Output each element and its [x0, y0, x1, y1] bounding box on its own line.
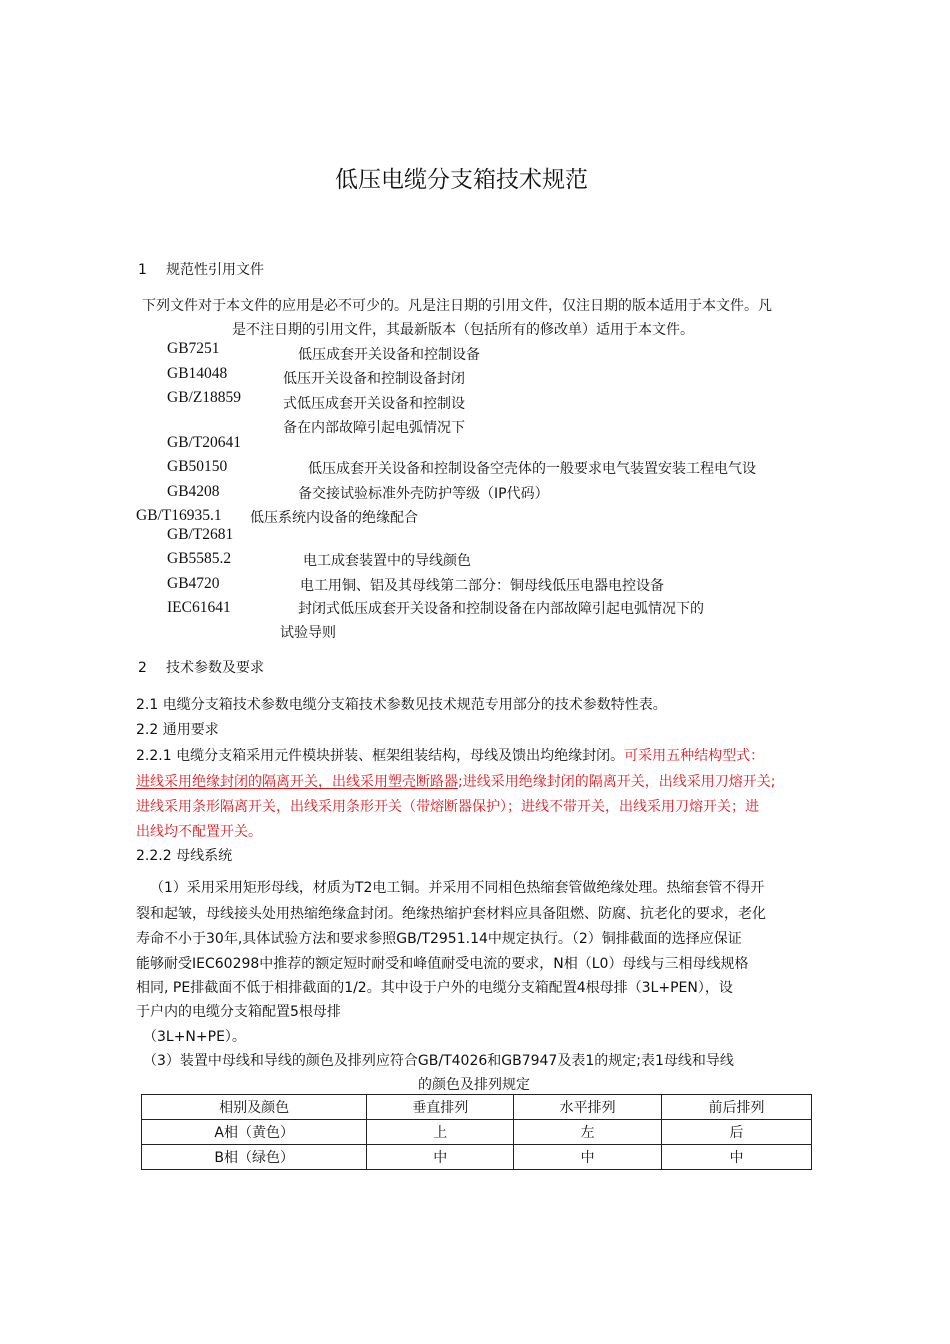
structure-type-2: ;进线采用绝缘封闭的隔离开关，出线采用刀熔开关; — [458, 774, 776, 790]
ref-desc: 式低压成套开关设备和控制设 — [283, 396, 465, 412]
table-cell: 后 — [662, 1120, 812, 1145]
structure-types-lead: 可采用五种结构型式： — [624, 748, 765, 764]
table-header-cell: 水平排列 — [514, 1095, 662, 1120]
table-row — [142, 1120, 812, 1145]
ref-code: GB14048 — [167, 365, 228, 382]
ref-code: GB/T20641 — [167, 434, 242, 451]
busbar-para-line: （1）采用采用矩形母线，材质为T2电工铜。并采用不同相色热缩套管做绝缘处理。热缩套管不得开 — [150, 880, 765, 896]
ref-desc: 低压开关设备和控制设备封闭 — [283, 371, 465, 387]
ref-desc: 备交接试验标准外壳防护等级（IP代码） — [298, 486, 549, 502]
clause-2-2-1-line-2 — [136, 773, 775, 791]
ref-code: GB5585.2 — [167, 550, 232, 567]
ref-desc: 低压成套开关设备和控制设备空壳体的一般要求电气装置安装工程电气设 — [308, 461, 756, 477]
busbar-para-line: （3L+N+PE）。 — [143, 1029, 246, 1045]
ref-desc: 试验导则 — [280, 625, 336, 641]
color-rule-line-1: （3）装置中母线和导线的颜色及排列应符合GB/T4026和GB7947及表1的规定;表1母线和导线 — [143, 1053, 734, 1069]
intro-line-2: 是不注日期的引用文件，其最新版本（包括所有的修改单）适用于本文件。 — [232, 322, 694, 338]
busbar-para-line: 相同, PE排截面不低于相排截面的1/2。其中设于户外的电缆分支箱配置4根母排（3L+PEN），设 — [136, 980, 733, 996]
ref-desc: 低压成套开关设备和控制设备 — [298, 347, 480, 363]
structure-type-1: 进线采用绝缘封闭的隔离开关，出线采用塑壳断路器 — [136, 774, 458, 790]
ref-code: GB4208 — [167, 483, 220, 500]
ref-code: GB50150 — [167, 458, 228, 475]
table-cell: 中 — [367, 1145, 514, 1170]
table-cell: 上 — [367, 1120, 514, 1145]
section-2-title: 技术参数及要求 — [166, 660, 264, 676]
ref-code: GB/T16935.1 — [136, 507, 222, 524]
ref-desc: 电工用铜、铝及其母线第二部分：铜母线低压电器电控设备 — [300, 578, 664, 594]
intro-line-1: 下列文件对于本文件的应用是必不可少的。凡是注日期的引用文件，仅注日期的版本适用于本文件。凡 — [142, 298, 772, 314]
table-cell: 左 — [514, 1120, 662, 1145]
clause-2-2-1-line-1 — [136, 747, 764, 765]
section-2-number: 2 — [138, 660, 147, 676]
clause-2-2-1-text: 2.2.1 电缆分支箱采用元件模块拼装、框架组装结构，母线及馈出均绝缘封闭。 — [136, 748, 625, 764]
clause-2-2: 2.2 通用要求 — [136, 722, 219, 738]
table-header-cell: 前后排列 — [662, 1095, 812, 1120]
clause-2-2-1-line-4: 出线均不配置开关。 — [136, 824, 262, 840]
table-cell: 中 — [514, 1145, 662, 1170]
table-cell: A相（黄色） — [142, 1120, 367, 1145]
document-title: 低压电缆分支箱技术规范 — [335, 167, 588, 193]
table-cell: 中 — [662, 1145, 812, 1170]
clause-2-1: 2.1 电缆分支箱技术参数电缆分支箱技术参数见技术规范专用部分的技术参数特性表。 — [136, 697, 667, 713]
table-header-row — [142, 1095, 812, 1120]
busbar-para-line: 于户内的电缆分支箱配置5根母排 — [136, 1004, 341, 1020]
clause-2-2-1-line-3: 进线采用条形隔离开关，出线采用条形开关（带熔断器保护）；进线不带开关，出线采用刀熔开关；进 — [136, 799, 759, 815]
section-1-title: 规范性引用文件 — [166, 262, 264, 278]
ref-code: IEC61641 — [167, 599, 231, 616]
busbar-para-line: 能够耐受IEC60298中推荐的额定短时耐受和峰值耐受电流的要求，N相（L0）母线与三相母线规格 — [136, 956, 749, 972]
table-header-cell: 垂直排列 — [367, 1095, 514, 1120]
ref-code: GB4720 — [167, 575, 220, 592]
table-cell: B相（绿色） — [142, 1145, 367, 1170]
clause-2-2-2: 2.2.2 母线系统 — [136, 848, 233, 864]
ref-code: GB/T2681 — [167, 526, 234, 543]
section-1-number: 1 — [138, 262, 147, 278]
ref-code: GB/Z18859 — [167, 389, 242, 406]
ref-desc: 低压系统内设备的绝缘配合 — [250, 510, 418, 526]
table-header-cell: 相别及颜色 — [142, 1095, 367, 1120]
ref-desc: 备在内部故障引起电弧情况下 — [283, 420, 465, 436]
ref-desc: 封闭式低压成套开关设备和控制设备在内部故障引起电弧情况下的 — [298, 601, 704, 617]
table-row — [142, 1145, 812, 1170]
busbar-para-line: 裂和起皱，母线接头处用热缩绝缘盒封闭。绝缘热缩护套材料应具备阻燃、防腐、抗老化的要求，老化 — [136, 906, 766, 922]
phase-color-table — [141, 1094, 812, 1170]
busbar-para-line: 寿命不小于30年,具体试验方法和要求参照GB/T2951.14中规定执行。（2）铜排截面的选择应保证 — [136, 931, 742, 947]
table-caption: 的颜色及排列规定 — [418, 1077, 530, 1093]
ref-code: GB7251 — [167, 340, 220, 357]
ref-desc: 电工成套装置中的导线颜色 — [303, 553, 471, 569]
